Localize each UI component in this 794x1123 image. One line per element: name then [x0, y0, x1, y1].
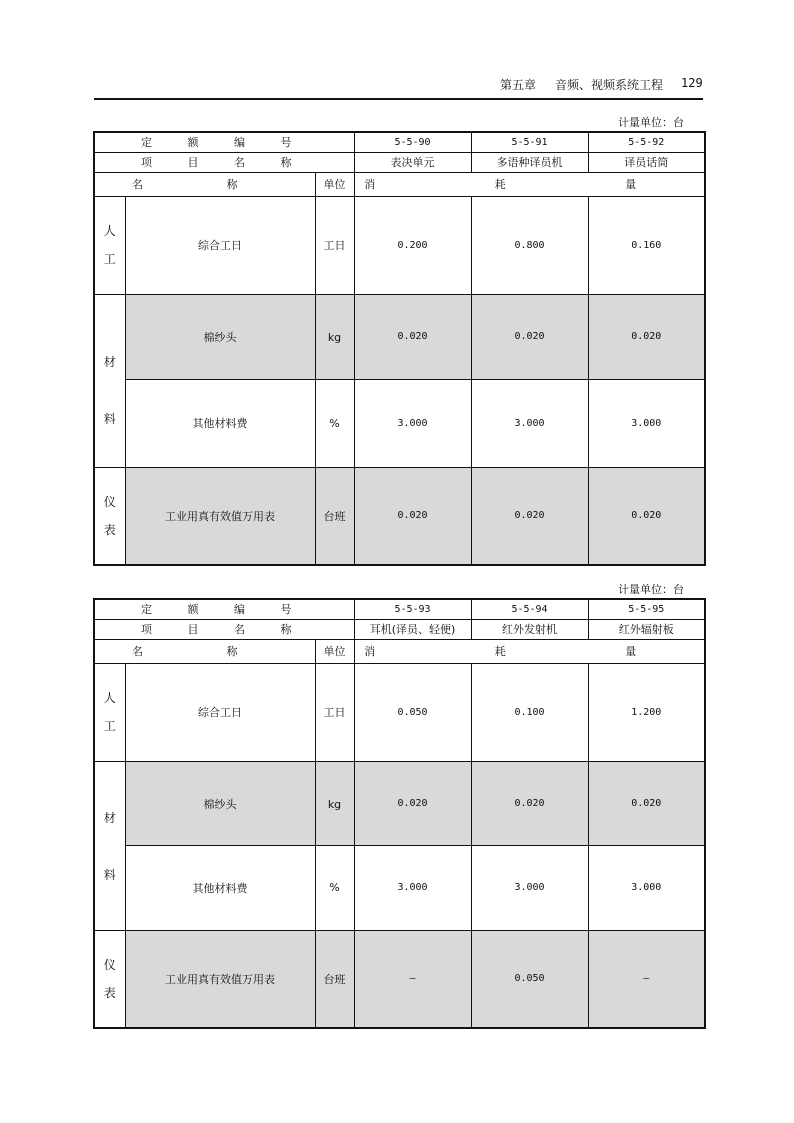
- resource-unit: 台班: [315, 930, 354, 1028]
- resource-unit: kg: [315, 294, 354, 380]
- table-row: [94, 196, 705, 294]
- value-cell: 3.000: [588, 380, 705, 467]
- name-header: 名 称: [94, 639, 315, 663]
- resource-name: 综合工日: [125, 663, 315, 761]
- quota-code: 5-5-92: [588, 132, 705, 152]
- item-name: 红外辐射板: [588, 619, 705, 639]
- category-instrument: 仪 表: [94, 467, 125, 565]
- value-cell: 3.000: [354, 845, 471, 930]
- value-cell: 0.050: [471, 930, 588, 1028]
- item-label: 项 目 名 称: [94, 619, 354, 639]
- value-cell: 0.020: [354, 467, 471, 565]
- code-label: 定 额 编 号: [94, 599, 354, 619]
- value-cell: 0.100: [471, 663, 588, 761]
- resource-unit: %: [315, 845, 354, 930]
- category-labor: 人 工: [94, 663, 125, 761]
- value-cell: 3.000: [471, 845, 588, 930]
- resource-name: 工业用真有效值万用表: [125, 930, 315, 1028]
- chapter-label: 第五章: [500, 78, 537, 92]
- value-cell: 1.200: [588, 663, 705, 761]
- category-labor: 人 工: [94, 196, 125, 294]
- unit-header: 单位: [315, 172, 354, 196]
- table-row: [94, 930, 705, 1028]
- resource-unit: 工日: [315, 663, 354, 761]
- value-cell: 0.020: [471, 294, 588, 380]
- value-cell: 0.020: [471, 761, 588, 845]
- value-cell: 0.020: [588, 467, 705, 565]
- table-row: [94, 761, 705, 845]
- category-material: 材 料: [94, 761, 125, 930]
- resource-name: 工业用真有效值万用表: [125, 467, 315, 565]
- resource-name: 综合工日: [125, 196, 315, 294]
- quota-table-2: [93, 598, 706, 1029]
- value-cell: 0.200: [354, 196, 471, 294]
- resource-unit: kg: [315, 761, 354, 845]
- value-cell: 0.020: [354, 761, 471, 845]
- value-cell: 0.050: [354, 663, 471, 761]
- value-cell: 0.020: [471, 467, 588, 565]
- item-name: 译员话筒: [588, 152, 705, 172]
- table-row: [94, 467, 705, 565]
- table-row: [94, 294, 705, 380]
- item-name: 表决单元: [354, 152, 471, 172]
- name-header: 名 称: [94, 172, 315, 196]
- resource-name: 棉纱头: [125, 294, 315, 380]
- table-row: [94, 845, 705, 930]
- resource-unit: 工日: [315, 196, 354, 294]
- quota-code: 5-5-90: [354, 132, 471, 152]
- consume-header: 消 耗 量: [354, 639, 705, 663]
- item-name: 耳机(译员、轻便): [354, 619, 471, 639]
- resource-unit: %: [315, 380, 354, 467]
- page-number: 129: [681, 76, 703, 90]
- quota-code: 5-5-94: [471, 599, 588, 619]
- quota-table-1: [93, 131, 706, 566]
- value-cell: 0.020: [354, 294, 471, 380]
- value-cell: 3.000: [354, 380, 471, 467]
- column-header-row: [94, 639, 705, 663]
- code-row: [94, 132, 705, 152]
- value-cell: —: [588, 930, 705, 1028]
- measure-unit: 计量单位：台: [618, 116, 684, 129]
- measure-unit: 计量单位：台: [618, 583, 684, 596]
- category-material: 材 料: [94, 294, 125, 467]
- resource-name: 其他材料费: [125, 845, 315, 930]
- resource-name: 其他材料费: [125, 380, 315, 467]
- item-row: [94, 619, 705, 639]
- code-label: 定 额 编 号: [94, 132, 354, 152]
- value-cell: 3.000: [588, 845, 705, 930]
- quota-code: 5-5-93: [354, 599, 471, 619]
- value-cell: 0.800: [471, 196, 588, 294]
- quota-code: 5-5-91: [471, 132, 588, 152]
- chapter-title: 音频、视频系统工程: [555, 78, 664, 92]
- code-row: [94, 599, 705, 619]
- value-cell: 0.020: [588, 294, 705, 380]
- item-row: [94, 152, 705, 172]
- value-cell: 0.160: [588, 196, 705, 294]
- item-label: 项 目 名 称: [94, 152, 354, 172]
- consume-header: 消 耗 量: [354, 172, 705, 196]
- quota-code: 5-5-95: [588, 599, 705, 619]
- table-row: [94, 380, 705, 467]
- unit-header: 单位: [315, 639, 354, 663]
- value-cell: 3.000: [471, 380, 588, 467]
- item-name: 红外发射机: [471, 619, 588, 639]
- column-header-row: [94, 172, 705, 196]
- table-row: [94, 663, 705, 761]
- page-header: [94, 72, 703, 100]
- resource-unit: 台班: [315, 467, 354, 565]
- resource-name: 棉纱头: [125, 761, 315, 845]
- value-cell: 0.020: [588, 761, 705, 845]
- item-name: 多语种译员机: [471, 152, 588, 172]
- category-instrument: 仪 表: [94, 930, 125, 1028]
- value-cell: —: [354, 930, 471, 1028]
